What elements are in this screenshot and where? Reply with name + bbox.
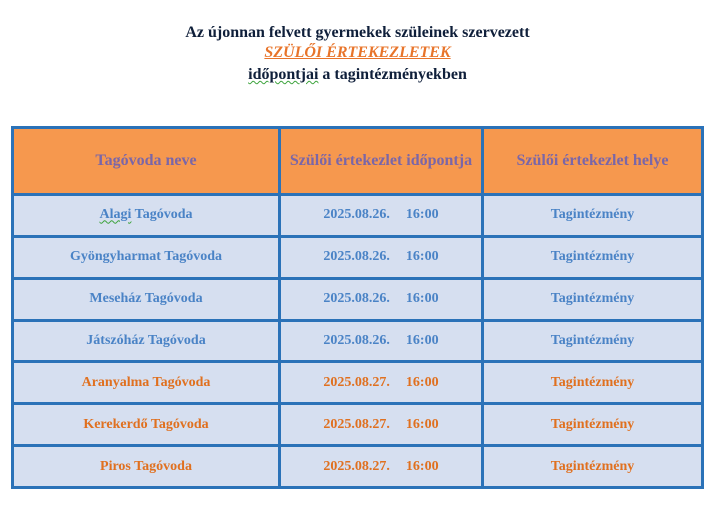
meeting-place-cell: Tagintézmény	[484, 363, 701, 402]
kindergarten-name-rest: Tagóvoda	[131, 207, 193, 223]
meeting-place-cell: Tagintézmény	[484, 322, 701, 361]
kindergarten-name-first: Gyöngyharmat	[69, 249, 161, 265]
kindergarten-name-rest: Tagóvoda	[160, 249, 223, 265]
kindergarten-name-cell	[14, 363, 278, 402]
kindergarten-name-first: Alagi	[99, 207, 132, 223]
meeting-time-cell	[281, 238, 481, 277]
kindergarten-name-first: Kerekerdő	[83, 416, 148, 432]
meeting-time-cell	[281, 405, 481, 444]
meeting-place-cell: Tagintézmény	[484, 280, 701, 319]
kindergarten-name-first: Piros	[100, 458, 131, 474]
schedule-table	[11, 126, 704, 489]
meeting-place-cell: Tagintézmény	[484, 447, 701, 486]
meeting-date: 2025.08.26.	[323, 291, 390, 307]
heading-line-3-word: időpontjai	[248, 66, 319, 83]
kindergarten-name-cell	[14, 196, 278, 235]
table-row	[14, 196, 701, 235]
meeting-date: 2025.08.27.	[323, 416, 390, 432]
meeting-time: 16:00	[405, 458, 439, 474]
meeting-date: 2025.08.27.	[323, 458, 390, 474]
kindergarten-name-first: Játszóház	[86, 332, 145, 348]
table-row	[14, 322, 701, 361]
kindergarten-name-first: Aranyalma	[81, 374, 150, 390]
header-meeting-place: Szülői értekezlet helye	[484, 129, 701, 193]
meeting-place-cell: Tagintézmény	[484, 238, 701, 277]
heading-line-3-rest: a tagintézményekben	[318, 66, 467, 83]
meeting-time: 16:00	[405, 416, 439, 432]
kindergarten-name-rest: Tagóvoda	[130, 458, 192, 474]
kindergarten-name-first: Meseház	[89, 291, 142, 307]
header-meeting-time: Szülői értekezlet időpontja	[281, 129, 481, 193]
meeting-time-cell	[281, 363, 481, 402]
meeting-date: 2025.08.27.	[323, 374, 390, 390]
meeting-time: 16:00	[405, 249, 439, 265]
meeting-time-cell	[281, 196, 481, 235]
meeting-place-cell: Tagintézmény	[484, 196, 701, 235]
kindergarten-name-cell	[14, 447, 278, 486]
table-row	[14, 447, 701, 486]
kindergarten-name-cell	[14, 280, 278, 319]
meeting-time: 16:00	[405, 332, 439, 348]
heading-title: SZÜLŐI ÉRTEKEZLETEK	[264, 44, 451, 61]
heading-line-1: Az újonnan felvett gyermekek szüleinek szervezett	[185, 24, 530, 41]
kindergarten-name-rest: Tagóvoda	[141, 291, 203, 307]
meeting-time-cell	[281, 280, 481, 319]
meeting-time: 16:00	[405, 207, 439, 223]
meeting-time: 16:00	[405, 291, 439, 307]
kindergarten-name-cell	[14, 405, 278, 444]
meeting-time-cell	[281, 322, 481, 361]
header-kindergarten-name: Tagóvoda neve	[14, 129, 278, 193]
kindergarten-name-rest: Tagóvoda	[147, 416, 209, 432]
meeting-date: 2025.08.26.	[323, 207, 390, 223]
schedule-table-frame	[11, 126, 704, 489]
meeting-place-cell: Tagintézmény	[484, 405, 701, 444]
table-row	[14, 405, 701, 444]
meeting-time-cell	[281, 447, 481, 486]
kindergarten-name-rest: Tagóvoda	[144, 332, 206, 348]
kindergarten-name-cell	[14, 322, 278, 361]
kindergarten-name-cell	[14, 238, 278, 277]
meeting-date: 2025.08.26.	[323, 332, 390, 348]
table-header-row	[14, 129, 701, 193]
table-row	[14, 280, 701, 319]
table-row	[14, 363, 701, 402]
meeting-time: 16:00	[405, 374, 439, 390]
meeting-date: 2025.08.26.	[323, 249, 390, 265]
table-row	[14, 238, 701, 277]
heading-line-3	[0, 66, 715, 84]
kindergarten-name-rest: Tagóvoda	[149, 374, 211, 390]
